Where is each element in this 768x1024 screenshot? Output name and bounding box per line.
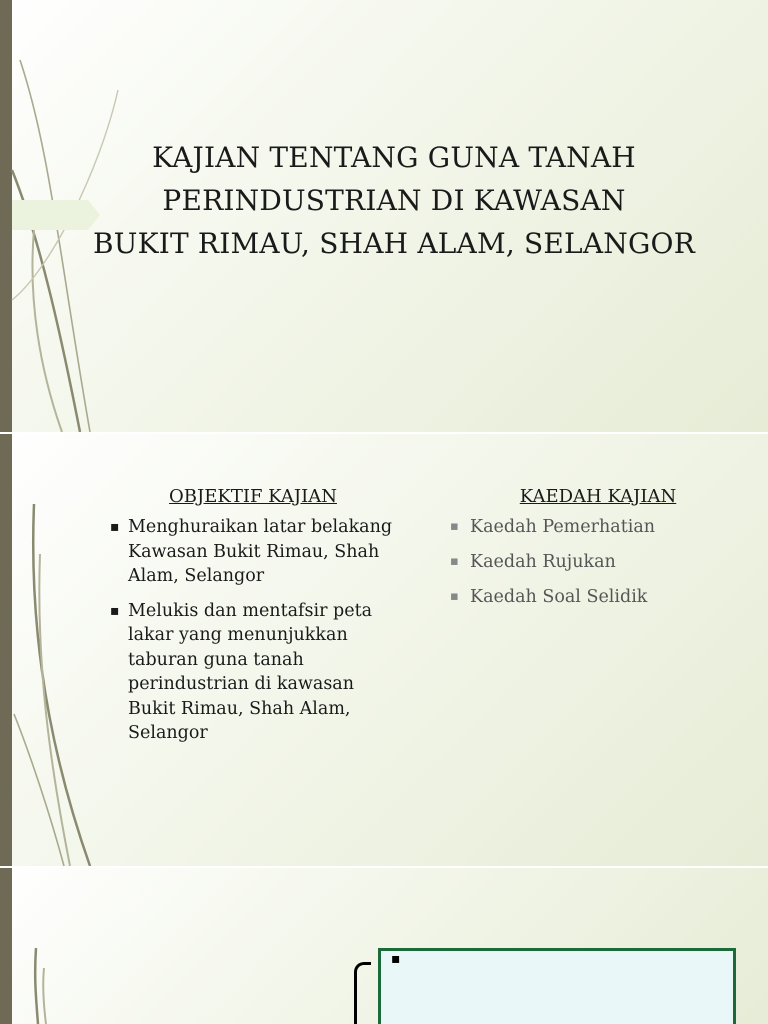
bullet-icon: ▪ xyxy=(391,951,401,967)
bullet-icon: ▪ xyxy=(110,602,120,619)
list-item-text: Kaedah Pemerhatian xyxy=(470,517,656,537)
methods-list xyxy=(448,515,748,609)
bullet-icon: ▪ xyxy=(450,554,459,569)
slide-title-text xyxy=(60,136,728,265)
methods-column xyxy=(448,486,748,620)
list-item-text: Kaedah Rujukan xyxy=(470,552,616,572)
list-item-text: Kaedah Soal Selidik xyxy=(470,587,648,607)
list-item xyxy=(108,515,398,589)
slide-partial xyxy=(0,868,768,1024)
list-item-text: Melukis dan mentafsir peta lakar yang menunjukkan taburan guna tanah perindustrian di kawasan Bukit Rimau, Shah Alam, Selangor xyxy=(128,600,373,743)
slide-objectives xyxy=(0,434,768,866)
title-line: KAJIAN TENTANG GUNA TANAH xyxy=(152,141,636,174)
decorative-swirl-icon xyxy=(0,434,120,866)
list-item-text: Menghuraikan latar belakang Kawasan Bukit Rimau, Shah Alam, Selangor xyxy=(128,517,393,586)
bracket-icon xyxy=(354,962,371,1024)
bullet-icon: ▪ xyxy=(450,589,459,604)
list-item xyxy=(448,550,748,574)
methods-heading: KAEDAH KAJIAN xyxy=(519,486,677,507)
text-box xyxy=(378,948,736,1024)
objectives-heading: OBJEKTIF KAJIAN xyxy=(169,486,337,507)
decorative-swirl-icon xyxy=(0,868,120,1024)
list-item xyxy=(108,599,398,746)
bullet-icon: ▪ xyxy=(450,519,459,534)
slide-title xyxy=(0,0,768,432)
objectives-list xyxy=(108,515,398,746)
title-line: PERINDUSTRIAN DI KAWASAN xyxy=(162,184,626,217)
title-line: BUKIT RIMAU, SHAH ALAM, SELANGOR xyxy=(93,227,695,260)
bullet-icon: ▪ xyxy=(110,519,120,535)
list-item xyxy=(448,585,748,609)
objectives-column xyxy=(108,486,398,756)
list-item xyxy=(448,515,748,539)
